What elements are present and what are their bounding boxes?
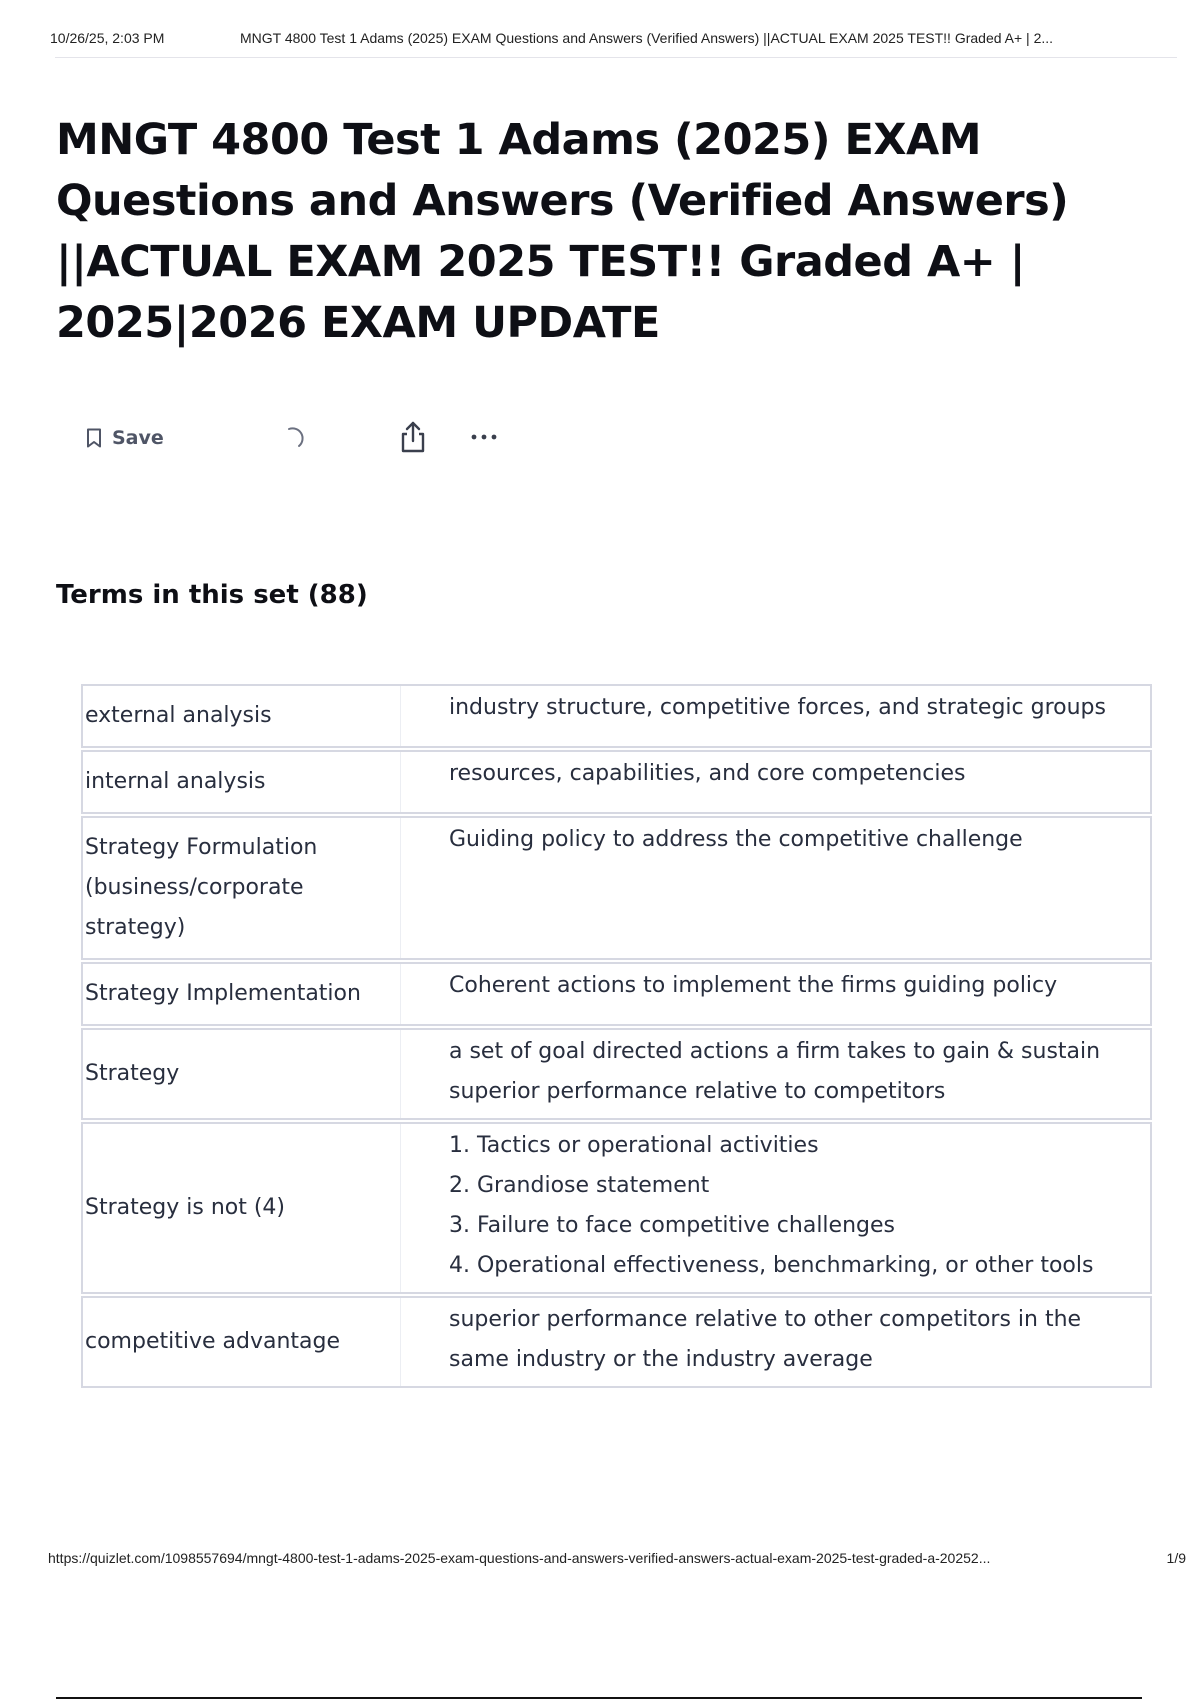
more-icon[interactable] <box>468 420 502 454</box>
header-divider <box>55 57 1177 58</box>
share-icon[interactable] <box>398 420 428 454</box>
definition-line: Guiding policy to address the competitive challenge <box>449 827 1023 852</box>
term-text: external analysis <box>83 686 401 746</box>
spinner-icon <box>278 424 308 454</box>
definition-text <box>401 752 1150 812</box>
term-text: competitive advantage <box>83 1298 401 1386</box>
terms-list <box>81 684 1152 1390</box>
term-row <box>81 962 1152 1026</box>
definition-line: 2. Grandiose statement <box>449 1173 710 1198</box>
term-row <box>81 816 1152 960</box>
term-text: Strategy <box>83 1030 401 1118</box>
definition-text <box>401 964 1150 1024</box>
definition-text <box>401 686 1150 746</box>
term-row <box>81 1296 1152 1388</box>
definition-line: a set of goal directed actions a firm takes to gain & sustain superior performance relative to competitors <box>449 1039 1101 1104</box>
save-button[interactable] <box>86 420 164 456</box>
definition-text <box>401 1124 1150 1292</box>
print-date: 10/26/25, 2:03 PM <box>50 30 165 46</box>
terms-heading: Terms in this set (88) <box>56 580 368 610</box>
definition-text <box>401 1298 1150 1386</box>
term-row <box>81 1122 1152 1294</box>
term-text: Strategy Implementation <box>83 964 401 1024</box>
definition-line: Coherent actions to implement the firms guiding policy <box>449 973 1058 998</box>
definition-line: industry structure, competitive forces, and strategic groups <box>449 695 1106 720</box>
definition-text <box>401 1030 1150 1118</box>
definition-line: superior performance relative to other competitors in the same industry or the industry average <box>449 1307 1082 1372</box>
term-row <box>81 750 1152 814</box>
term-text: Strategy is not (4) <box>83 1124 401 1292</box>
toolbar <box>86 420 586 456</box>
save-button-label: Save <box>112 427 164 449</box>
definition-line: resources, capabilities, and core competencies <box>449 761 966 786</box>
print-url: https://quizlet.com/1098557694/mngt-4800-test-1-adams-2025-exam-questions-and-answers-verified-answers-actual-exam-2025-test-graded-a-20252... <box>48 1550 991 1566</box>
definition-line: 3. Failure to face competitive challenges <box>449 1213 895 1238</box>
term-text: Strategy Formulation (business/corporate strategy) <box>83 818 401 958</box>
print-doc-title: MNGT 4800 Test 1 Adams (2025) EXAM Questions and Answers (Verified Answers) ||ACTUAL EXAM 2025 TEST!! Graded A+ | 2... <box>240 30 1054 46</box>
page-title: MNGT 4800 Test 1 Adams (2025) EXAM Questions and Answers (Verified Answers) ||ACTUAL EXAM 2025 TEST!! Graded A+ | 2025|2026 EXAM UPDATE <box>56 115 1069 348</box>
page-bottom-divider <box>56 1697 1142 1699</box>
print-footer <box>48 1550 1186 1566</box>
term-row <box>81 1028 1152 1120</box>
term-row <box>81 684 1152 748</box>
print-header <box>50 30 1178 46</box>
bookmark-icon <box>86 428 102 448</box>
definition-text <box>401 818 1150 958</box>
page-number: 1/9 <box>1166 1550 1186 1566</box>
term-text: internal analysis <box>83 752 401 812</box>
definition-line: 1. Tactics or operational activities <box>449 1133 819 1158</box>
definition-line: 4. Operational effectiveness, benchmarking, or other tools <box>449 1253 1094 1278</box>
